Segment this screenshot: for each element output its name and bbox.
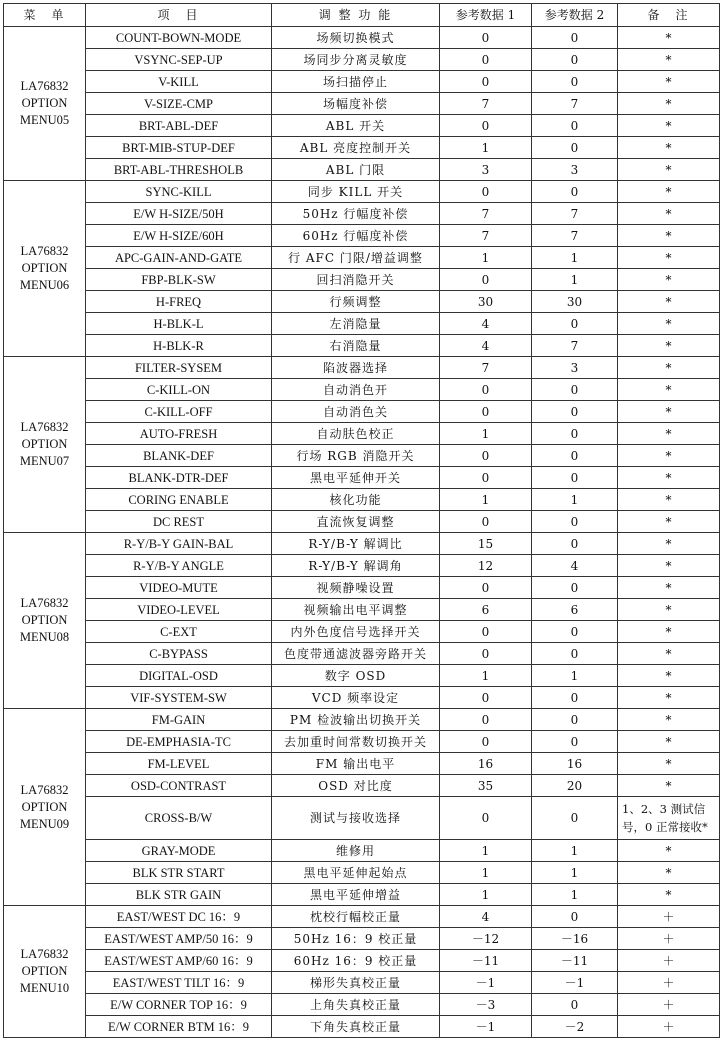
function-cell: 陷波器选择 [272, 357, 440, 379]
ref2-cell: 20 [532, 775, 618, 797]
note-cell: ＋ [618, 928, 720, 950]
function-cell: 行 AFC 门限/增益调整 [272, 247, 440, 269]
note-cell: * [618, 884, 720, 906]
ref2-cell: 0 [532, 906, 618, 928]
ref2-cell: 0 [532, 533, 618, 555]
ref1-cell: 0 [440, 577, 532, 599]
ref2-cell: 0 [532, 467, 618, 489]
table-row [4, 687, 720, 709]
item-cell: AUTO-FRESH [86, 423, 272, 445]
note-cell: * [618, 181, 720, 203]
ref1-cell: 0 [440, 269, 532, 291]
table-row [4, 357, 720, 379]
ref2-cell: －1 [532, 972, 618, 994]
note-cell: * [618, 599, 720, 621]
item-cell: BLANK-DEF [86, 445, 272, 467]
item-cell: H-FREQ [86, 291, 272, 313]
ref2-cell: 7 [532, 203, 618, 225]
item-cell: VIDEO-LEVEL [86, 599, 272, 621]
menu-group-label: LA76832 OPTION MENU08 [4, 533, 86, 709]
ref2-cell: －16 [532, 928, 618, 950]
item-cell: FM-LEVEL [86, 753, 272, 775]
function-cell: 枕校行幅校正量 [272, 906, 440, 928]
note-cell: * [618, 775, 720, 797]
function-cell: 数字 OSD [272, 665, 440, 687]
function-cell: 场扫描停止 [272, 71, 440, 93]
ref2-cell: 7 [532, 335, 618, 357]
ref2-cell: 0 [532, 137, 618, 159]
item-cell: BLK STR START [86, 862, 272, 884]
table-row [4, 797, 720, 840]
ref1-cell: 1 [440, 137, 532, 159]
ref2-cell: 0 [532, 709, 618, 731]
ref1-cell: 1 [440, 423, 532, 445]
function-cell: 上角失真校正量 [272, 994, 440, 1016]
menu-group-label: LA76832 OPTION MENU10 [4, 906, 86, 1038]
table-row [4, 203, 720, 225]
item-cell: FM-GAIN [86, 709, 272, 731]
ref2-cell: 30 [532, 291, 618, 313]
note-cell: * [618, 401, 720, 423]
function-cell: ABL 开关 [272, 115, 440, 137]
note-cell: * [618, 445, 720, 467]
note-cell: * [618, 115, 720, 137]
function-cell: OSD 对比度 [272, 775, 440, 797]
ref2-cell: 16 [532, 753, 618, 775]
ref1-cell: 7 [440, 225, 532, 247]
ref1-cell: －1 [440, 1016, 532, 1038]
ref1-cell: 4 [440, 335, 532, 357]
item-cell: R-Y/B-Y GAIN-BAL [86, 533, 272, 555]
function-cell: 自动肤色校正 [272, 423, 440, 445]
function-cell: 测试与接收选择 [272, 797, 440, 840]
item-cell: E/W H-SIZE/60H [86, 225, 272, 247]
ref1-cell: 1 [440, 884, 532, 906]
table-row [4, 93, 720, 115]
function-cell: 50Hz 16：9 校正量 [272, 928, 440, 950]
table-row [4, 159, 720, 181]
ref2-cell: 1 [532, 840, 618, 862]
table-row [4, 862, 720, 884]
ref1-cell: 0 [440, 687, 532, 709]
item-cell: BRT-ABL-THRESHOLB [86, 159, 272, 181]
header-ref2: 参考数据 2 [532, 4, 618, 27]
ref1-cell: 4 [440, 313, 532, 335]
ref1-cell: 0 [440, 621, 532, 643]
item-cell: VIF-SYSTEM-SW [86, 687, 272, 709]
ref2-cell: 0 [532, 379, 618, 401]
ref1-cell: －11 [440, 950, 532, 972]
function-cell: 自动消色关 [272, 401, 440, 423]
note-cell: * [618, 731, 720, 753]
menu-group-label: LA76832 OPTION MENU06 [4, 181, 86, 357]
header-function: 调 整 功 能 [272, 4, 440, 27]
ref1-cell: 0 [440, 115, 532, 137]
note-cell: * [618, 643, 720, 665]
item-cell: C-EXT [86, 621, 272, 643]
function-cell: 回扫消隐开关 [272, 269, 440, 291]
function-cell: 行场 RGB 消隐开关 [272, 445, 440, 467]
function-cell: PM 检波输出切换开关 [272, 709, 440, 731]
function-cell: ABL 门限 [272, 159, 440, 181]
table-row [4, 555, 720, 577]
menu-group-label: LA76832 OPTION MENU05 [4, 27, 86, 181]
table-row [4, 401, 720, 423]
ref1-cell: 7 [440, 203, 532, 225]
header-row [4, 4, 720, 27]
function-cell: 右消隐量 [272, 335, 440, 357]
ref1-cell: 6 [440, 599, 532, 621]
note-cell: * [618, 203, 720, 225]
note-cell: * [618, 225, 720, 247]
ref2-cell: 0 [532, 577, 618, 599]
table-row [4, 621, 720, 643]
ref2-cell: 0 [532, 731, 618, 753]
note-cell: * [618, 621, 720, 643]
ref1-cell: －12 [440, 928, 532, 950]
note-cell: * [618, 423, 720, 445]
item-cell: H-BLK-L [86, 313, 272, 335]
table-row [4, 27, 720, 49]
note-cell: * [618, 71, 720, 93]
ref2-cell: 3 [532, 357, 618, 379]
note-cell: * [618, 511, 720, 533]
note-cell: ＋ [618, 994, 720, 1016]
ref1-cell: 0 [440, 71, 532, 93]
note-cell: * [618, 291, 720, 313]
item-cell: APC-GAIN-AND-GATE [86, 247, 272, 269]
ref1-cell: 0 [440, 27, 532, 49]
item-cell: VSYNC-SEP-UP [86, 49, 272, 71]
item-cell: E/W CORNER TOP 16：9 [86, 994, 272, 1016]
table-row [4, 269, 720, 291]
function-cell: 核化功能 [272, 489, 440, 511]
ref2-cell: 7 [532, 93, 618, 115]
ref1-cell: 0 [440, 49, 532, 71]
note-cell: * [618, 665, 720, 687]
ref1-cell: 12 [440, 555, 532, 577]
item-cell: BRT-ABL-DEF [86, 115, 272, 137]
note-cell: * [618, 577, 720, 599]
function-cell: 黑电平延伸开关 [272, 467, 440, 489]
table-row [4, 884, 720, 906]
item-cell: C-BYPASS [86, 643, 272, 665]
item-cell: BLANK-DTR-DEF [86, 467, 272, 489]
item-cell: DE-EMPHASIA-TC [86, 731, 272, 753]
item-cell: E/W H-SIZE/50H [86, 203, 272, 225]
item-cell: R-Y/B-Y ANGLE [86, 555, 272, 577]
ref2-cell: 7 [532, 225, 618, 247]
ref2-cell: 4 [532, 555, 618, 577]
item-cell: DIGITAL-OSD [86, 665, 272, 687]
item-cell: C-KILL-OFF [86, 401, 272, 423]
note-cell: * [618, 555, 720, 577]
ref2-cell: －2 [532, 1016, 618, 1038]
ref1-cell: 0 [440, 731, 532, 753]
ref2-cell: 1 [532, 862, 618, 884]
item-cell: CROSS-B/W [86, 797, 272, 840]
item-cell: EAST/WEST AMP/60 16：9 [86, 950, 272, 972]
function-cell: R-Y/B-Y 解调角 [272, 555, 440, 577]
item-cell: V-KILL [86, 71, 272, 93]
ref2-cell: 0 [532, 49, 618, 71]
item-cell: EAST/WEST TILT 16：9 [86, 972, 272, 994]
ref1-cell: 7 [440, 357, 532, 379]
note-cell: * [618, 709, 720, 731]
function-cell: 直流恢复调整 [272, 511, 440, 533]
ref1-cell: 0 [440, 643, 532, 665]
table-row [4, 181, 720, 203]
function-cell: 场同步分离灵敏度 [272, 49, 440, 71]
ref1-cell: 7 [440, 93, 532, 115]
ref1-cell: 30 [440, 291, 532, 313]
note-cell: * [618, 533, 720, 555]
item-cell: OSD-CONTRAST [86, 775, 272, 797]
table-row [4, 71, 720, 93]
item-cell: C-KILL-ON [86, 379, 272, 401]
function-cell: 60Hz 行幅度补偿 [272, 225, 440, 247]
table-row [4, 511, 720, 533]
ref1-cell: 0 [440, 379, 532, 401]
function-cell: 梯形失真校正量 [272, 972, 440, 994]
ref2-cell: 1 [532, 489, 618, 511]
table-row [4, 423, 720, 445]
item-cell: E/W CORNER BTM 16：9 [86, 1016, 272, 1038]
note-cell: * [618, 335, 720, 357]
ref1-cell: 35 [440, 775, 532, 797]
ref1-cell: －1 [440, 972, 532, 994]
item-cell: FILTER-SYSEM [86, 357, 272, 379]
table-row [4, 643, 720, 665]
table-row [4, 972, 720, 994]
menu-group-label: LA76832 OPTION MENU09 [4, 709, 86, 906]
ref1-cell: 3 [440, 159, 532, 181]
function-cell: VCD 频率设定 [272, 687, 440, 709]
header-item: 项 目 [86, 4, 272, 27]
table-row [4, 49, 720, 71]
function-cell: 黑电平延伸增益 [272, 884, 440, 906]
ref2-cell: 0 [532, 313, 618, 335]
table-row [4, 313, 720, 335]
ref1-cell: 1 [440, 247, 532, 269]
table-row [4, 533, 720, 555]
ref2-cell: 0 [532, 401, 618, 423]
note-cell: * [618, 49, 720, 71]
ref1-cell: 1 [440, 665, 532, 687]
item-cell: EAST/WEST DC 16：9 [86, 906, 272, 928]
note-cell: * [618, 269, 720, 291]
note-cell: ＋ [618, 972, 720, 994]
item-cell: CORING ENABLE [86, 489, 272, 511]
function-cell: 去加重时间常数切换开关 [272, 731, 440, 753]
note-cell: ＋ [618, 950, 720, 972]
ref2-cell: 0 [532, 511, 618, 533]
table-row [4, 1016, 720, 1038]
function-cell: 视频输出电平调整 [272, 599, 440, 621]
ref2-cell: 3 [532, 159, 618, 181]
note-cell: * [618, 247, 720, 269]
function-cell: 内外色度信号选择开关 [272, 621, 440, 643]
ref1-cell: －3 [440, 994, 532, 1016]
ref1-cell: 0 [440, 467, 532, 489]
item-cell: VIDEO-MUTE [86, 577, 272, 599]
ref2-cell: 0 [532, 643, 618, 665]
ref2-cell: 0 [532, 423, 618, 445]
note-cell: * [618, 313, 720, 335]
item-cell: FBP-BLK-SW [86, 269, 272, 291]
ref2-cell: －11 [532, 950, 618, 972]
ref1-cell: 16 [440, 753, 532, 775]
item-cell: SYNC-KILL [86, 181, 272, 203]
ref1-cell: 0 [440, 181, 532, 203]
table-row [4, 225, 720, 247]
item-cell: BLK STR GAIN [86, 884, 272, 906]
ref1-cell: 0 [440, 511, 532, 533]
ref2-cell: 0 [532, 621, 618, 643]
ref2-cell: 0 [532, 181, 618, 203]
ref1-cell: 4 [440, 906, 532, 928]
function-cell: 视频静噪设置 [272, 577, 440, 599]
table-row [4, 994, 720, 1016]
table-row [4, 445, 720, 467]
settings-document [3, 3, 720, 1038]
item-cell: GRAY-MODE [86, 840, 272, 862]
function-cell: 下角失真校正量 [272, 1016, 440, 1038]
table-row [4, 291, 720, 313]
table-row [4, 753, 720, 775]
function-cell: 场幅度补偿 [272, 93, 440, 115]
table-row [4, 379, 720, 401]
table-row [4, 137, 720, 159]
table-row [4, 335, 720, 357]
ref1-cell: 0 [440, 709, 532, 731]
note-cell: 1、2、3 测试信号，0 正常接收* [618, 797, 720, 840]
table-row [4, 599, 720, 621]
header-note: 备 注 [618, 4, 720, 27]
ref1-cell: 0 [440, 401, 532, 423]
function-cell: 色度带通滤波器旁路开关 [272, 643, 440, 665]
function-cell: ABL 亮度控制开关 [272, 137, 440, 159]
note-cell: * [618, 159, 720, 181]
table-row [4, 775, 720, 797]
option-menu-table [3, 3, 720, 1038]
function-cell: 自动消色开 [272, 379, 440, 401]
ref1-cell: 0 [440, 797, 532, 840]
menu-group-label: LA76832 OPTION MENU07 [4, 357, 86, 533]
note-cell: * [618, 379, 720, 401]
table-row [4, 709, 720, 731]
ref2-cell: 6 [532, 599, 618, 621]
note-cell: * [618, 467, 720, 489]
table-row [4, 840, 720, 862]
item-cell: EAST/WEST AMP/50 16：9 [86, 928, 272, 950]
header-ref1: 参考数据 1 [440, 4, 532, 27]
ref2-cell: 0 [532, 71, 618, 93]
table-row [4, 906, 720, 928]
function-cell: 行频调整 [272, 291, 440, 313]
ref2-cell: 1 [532, 247, 618, 269]
ref2-cell: 1 [532, 269, 618, 291]
note-cell: ＋ [618, 906, 720, 928]
item-cell: V-SIZE-CMP [86, 93, 272, 115]
function-cell: 维修用 [272, 840, 440, 862]
item-cell: COUNT-BOWN-MODE [86, 27, 272, 49]
item-cell: DC REST [86, 511, 272, 533]
note-cell: * [618, 489, 720, 511]
function-cell: 场频切换模式 [272, 27, 440, 49]
table-row [4, 247, 720, 269]
function-cell: 同步 KILL 开关 [272, 181, 440, 203]
table-row [4, 665, 720, 687]
note-cell: * [618, 840, 720, 862]
ref2-cell: 1 [532, 884, 618, 906]
ref2-cell: 0 [532, 994, 618, 1016]
table-row [4, 467, 720, 489]
note-cell: ＋ [618, 1016, 720, 1038]
note-cell: * [618, 753, 720, 775]
note-cell: * [618, 687, 720, 709]
function-cell: 左消隐量 [272, 313, 440, 335]
table-row [4, 928, 720, 950]
note-cell: * [618, 137, 720, 159]
table-row [4, 115, 720, 137]
item-cell: BRT-MIB-STUP-DEF [86, 137, 272, 159]
function-cell: R-Y/B-Y 解调比 [272, 533, 440, 555]
table-row [4, 731, 720, 753]
item-cell: H-BLK-R [86, 335, 272, 357]
function-cell: 60Hz 16：9 校正量 [272, 950, 440, 972]
table-row [4, 950, 720, 972]
ref1-cell: 0 [440, 445, 532, 467]
ref1-cell: 15 [440, 533, 532, 555]
ref1-cell: 1 [440, 862, 532, 884]
ref2-cell: 0 [532, 27, 618, 49]
ref2-cell: 0 [532, 687, 618, 709]
function-cell: FM 输出电平 [272, 753, 440, 775]
ref2-cell: 0 [532, 445, 618, 467]
ref2-cell: 0 [532, 797, 618, 840]
table-row [4, 577, 720, 599]
header-menu: 菜 单 [4, 4, 86, 27]
function-cell: 50Hz 行幅度补偿 [272, 203, 440, 225]
ref1-cell: 1 [440, 840, 532, 862]
note-cell: * [618, 27, 720, 49]
function-cell: 黑电平延伸起始点 [272, 862, 440, 884]
note-cell: * [618, 357, 720, 379]
note-cell: * [618, 93, 720, 115]
ref1-cell: 1 [440, 489, 532, 511]
ref2-cell: 1 [532, 665, 618, 687]
ref2-cell: 0 [532, 115, 618, 137]
table-row [4, 489, 720, 511]
note-cell: * [618, 862, 720, 884]
